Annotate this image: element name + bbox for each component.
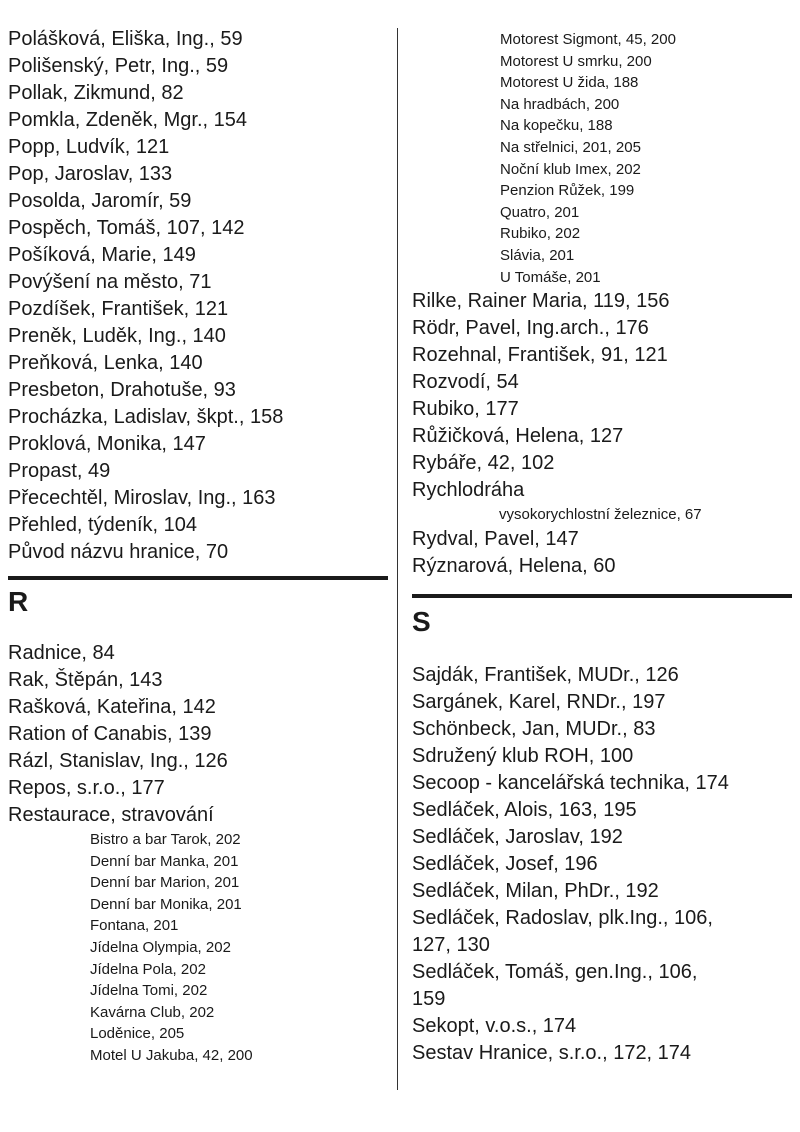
index-entry: Schönbeck, Jan, MUDr., 83 [412, 717, 656, 740]
index-entry: Rubiko, 177 [412, 398, 519, 421]
index-entry: Preňková, Lenka, 140 [8, 352, 203, 374]
restaurant-sublist [8, 829, 388, 1067]
index-entry: Povýšení na město, 71 [8, 271, 212, 293]
index-entry: Slávia, 201 [500, 246, 575, 264]
index-entry: Pomkla, Zdeněk, Mgr., 154 [8, 109, 248, 131]
index-entry: Presbeton, Drahotuše, 93 [8, 379, 236, 401]
index-entry: Repos, s.r.o., 177 [8, 777, 165, 799]
index-entry: Na kopečku, 188 [500, 117, 613, 135]
index-entry: Jídelna Olympia, 202 [90, 938, 231, 956]
index-entry: Rybáře, 42, 102 [412, 452, 555, 475]
index-entry: Rašková, Kateřina, 142 [8, 696, 216, 718]
index-entry: U Tomáše, 201 [500, 268, 601, 286]
index-entry: Motorest Sigmont, 45, 200 [500, 31, 676, 48]
index-entry: Sedláček, Josef, 196 [412, 852, 598, 875]
rychlodraha-subentry: vysokorychlostní železnice, 67 [499, 506, 702, 524]
index-entry: Na střelnici, 201, 205 [500, 138, 641, 156]
section-letter-r: R [8, 586, 29, 617]
index-entry: Rydval, Pavel, 147 [412, 527, 579, 550]
index-entry: Sedláček, Radoslav, plk.Ing., 106, [412, 906, 713, 929]
index-entry: Radnice, 84 [8, 642, 115, 664]
index-entry: Kavárna Club, 202 [90, 1003, 215, 1021]
index-entry: Sedláček, Alois, 163, 195 [412, 798, 637, 821]
index-entry: Sajdák, František, MUDr., 126 [412, 663, 679, 686]
index-entry: Růžičková, Helena, 127 [412, 425, 624, 448]
index-entry: Sedláček, Jaroslav, 192 [412, 825, 623, 848]
index-entry: Sargánek, Karel, RNDr., 197 [412, 690, 666, 713]
index-entry: Bistro a bar Tarok, 202 [90, 831, 241, 848]
index-entry: Restaurace, stravování [8, 804, 214, 826]
index-entry: Rubiko, 202 [500, 225, 581, 243]
index-entry: Denní bar Monika, 201 [90, 895, 242, 913]
index-entry: Noční klub Imex, 202 [500, 160, 641, 178]
index-entry: Pošíková, Marie, 149 [8, 244, 196, 266]
index-entry: 159 [412, 987, 446, 1010]
index-entry: Pozdíšek, František, 121 [8, 298, 229, 320]
index-entry: Rilke, Rainer Maria, 119, 156 [412, 290, 670, 313]
index-entry: Jídelna Pola, 202 [90, 960, 206, 978]
index-entry: Přehled, týdeník, 104 [8, 514, 198, 536]
index-entry: Rödr, Pavel, Ing.arch., 176 [412, 317, 649, 340]
index-entry: Rozvodí, 54 [412, 371, 519, 394]
index-entry: Denní bar Marion, 201 [90, 874, 240, 892]
r-entries [8, 640, 388, 829]
index-entry: Quatro, 201 [500, 203, 580, 221]
index-entry: Sekopt, v.o.s., 174 [412, 1014, 577, 1037]
index-entry: Ration of Canabis, 139 [8, 723, 212, 745]
index-entry: Rak, Štěpán, 143 [8, 669, 163, 691]
index-entry: Polášková, Eliška, Ing., 59 [8, 28, 243, 50]
r-entries-end [412, 526, 792, 580]
index-entry: Proklová, Monika, 147 [8, 433, 206, 455]
index-entry: Původ názvu hranice, 70 [8, 541, 229, 563]
left-column [8, 0, 388, 1067]
p-entries [8, 26, 388, 566]
index-entry: Pospěch, Tomáš, 107, 142 [8, 217, 245, 239]
index-entry: Jídelna Tomi, 202 [90, 982, 208, 1000]
index-entry: Fontana, 201 [90, 917, 179, 935]
r-entries-continued [412, 288, 792, 504]
index-entry: Motorest U žida, 188 [500, 74, 639, 92]
index-entry: Sedláček, Tomáš, gen.Ing., 106, [412, 960, 698, 983]
index-entry: Loděnice, 205 [90, 1025, 185, 1043]
index-entry: Sestav Hranice, s.r.o., 172, 174 [412, 1041, 692, 1064]
index-entry: Propast, 49 [8, 460, 111, 482]
index-entry: Rozehnal, František, 91, 121 [412, 344, 668, 367]
index-entry: Penzion Růžek, 199 [500, 182, 635, 200]
index-entry: Přecechtěl, Miroslav, Ing., 163 [8, 487, 276, 509]
index-entry: Denní bar Manka, 201 [90, 852, 239, 870]
s-entries [412, 662, 792, 1067]
index-entry: Motel U Jakuba, 42, 200 [90, 1046, 253, 1064]
right-column [412, 0, 792, 1067]
index-entry: Motorest U smrku, 200 [500, 52, 652, 70]
index-entry: Sdružený klub ROH, 100 [412, 744, 634, 767]
index-entry: Polišenský, Petr, Ing., 59 [8, 55, 229, 77]
index-entry: Posolda, Jaromír, 59 [8, 190, 192, 212]
restaurant-sublist-continued [412, 29, 792, 288]
index-entry: Rázl, Stanislav, Ing., 126 [8, 750, 228, 772]
index-entry: Sedláček, Milan, PhDr., 192 [412, 879, 659, 902]
index-entry: Pollak, Zikmund, 82 [8, 82, 184, 104]
column-divider [397, 28, 398, 1090]
section-letter-s: S [412, 605, 431, 637]
index-entry: Na hradbách, 200 [500, 95, 620, 113]
index-entry: Secoop - kancelářská technika, 174 [412, 771, 729, 794]
index-entry: Preněk, Luděk, Ing., 140 [8, 325, 226, 347]
index-entry: Popp, Ludvík, 121 [8, 136, 170, 158]
index-entry: Rýznarová, Helena, 60 [412, 554, 616, 577]
index-entry: 127, 130 [412, 933, 490, 956]
index-entry: Procházka, Ladislav, škpt., 158 [8, 406, 284, 428]
index-entry: Pop, Jaroslav, 133 [8, 163, 173, 185]
index-entry: Rychlodráha [412, 479, 525, 502]
